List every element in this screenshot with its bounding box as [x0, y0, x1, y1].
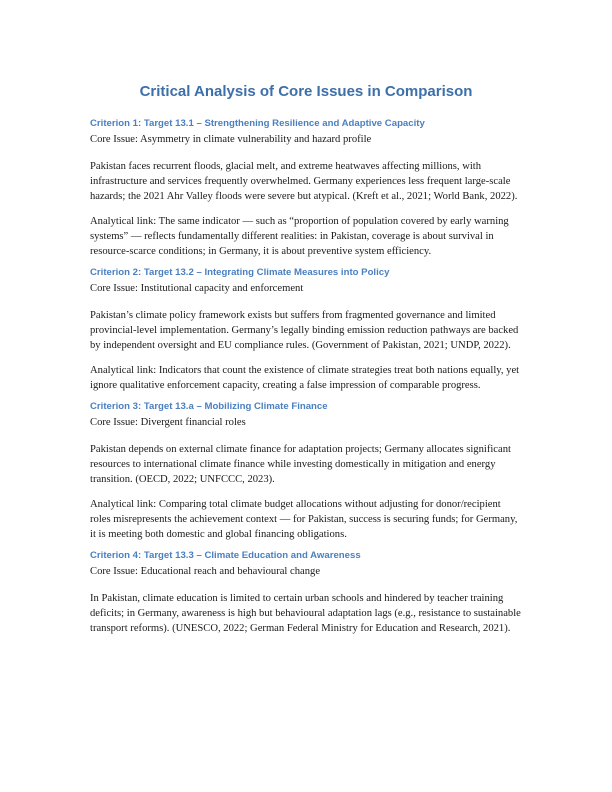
document-page: [90, 82, 522, 646]
criterion-1-body: Pakistan faces recurrent floods, glacial melt, and extreme heatwaves affecting millions, with infrastructure and services frequently overwhelmed. Germany experiences less frequent large-scale hazards; the 2021 Ahr Valley floods were severe but atypical. (Kreft et al., 2021; World Bank, 2022).: [90, 161, 518, 202]
criterion-4-section: [90, 549, 522, 636]
criterion-3-analysis: Analytical link: Comparing total climate budget allocations without adjusting for donor/recipient roles misrepresents the achievement context — for Pakistan, success is securing funds; for Germany, it is meeting both domestic and global financing obligations.: [90, 499, 518, 540]
criterion-1-section: [90, 117, 522, 259]
criterion-2-core-issue: Core Issue: Institutional capacity and enforcement: [90, 283, 304, 294]
criterion-1-heading: Criterion 1: Target 13.1 – Strengthening Resilience and Adaptive Capacity: [90, 118, 425, 129]
document-title: Critical Analysis of Core Issues in Comparison: [139, 83, 473, 100]
criterion-2-body: Pakistan’s climate policy framework exists but suffers from fragmented governance and limited provincial-level implementation. Germany’s legally binding emission reduction pathways are backed by independent oversight and EU compliance rules. (Government of Pakistan, 2021; UNDP, 2022).: [90, 310, 519, 351]
criterion-4-core-issue: Core Issue: Educational reach and behavioural change: [90, 566, 321, 577]
criterion-3-body: Pakistan depends on external climate finance for adaptation projects; Germany allocates significant resources to international climate finance while investing domestically in mitigation and energy transition. (OECD, 2022; UNFCCC, 2023).: [90, 444, 511, 485]
criterion-2-section: [90, 266, 522, 393]
criterion-2-analysis: Analytical link: Indicators that count the existence of climate strategies treat both nations equally, yet ignore qualitative enforcement capacity, creating a false impression of comparable progress.: [90, 365, 520, 391]
criterion-1-core-issue: Core Issue: Asymmetry in climate vulnerability and hazard profile: [90, 134, 372, 145]
criterion-1-analysis: Analytical link: The same indicator — such as “proportion of population covered by early warning systems” — reflects fundamentally different realities: in Pakistan, coverage is about survival in resource-scarce conditions; in Germany, it is about preventive system efficiency.: [90, 216, 509, 257]
criterion-4-heading: Criterion 4: Target 13.3 – Climate Education and Awareness: [90, 550, 361, 561]
criterion-2-heading: Criterion 2: Target 13.2 – Integrating Climate Measures into Policy: [90, 267, 390, 278]
criterion-3-heading: Criterion 3: Target 13.a – Mobilizing Climate Finance: [90, 401, 328, 412]
criterion-3-section: [90, 400, 522, 542]
criterion-3-core-issue: Core Issue: Divergent financial roles: [90, 417, 246, 428]
criterion-4-body: In Pakistan, climate education is limited to certain urban schools and hindered by teacher training deficits; in Germany, awareness is high but behavioural adaptation lags (e.g., resistance to sustainable transport reforms). (UNESCO, 2022; German Federal Ministry for Education and Research, 2021).: [90, 593, 521, 634]
